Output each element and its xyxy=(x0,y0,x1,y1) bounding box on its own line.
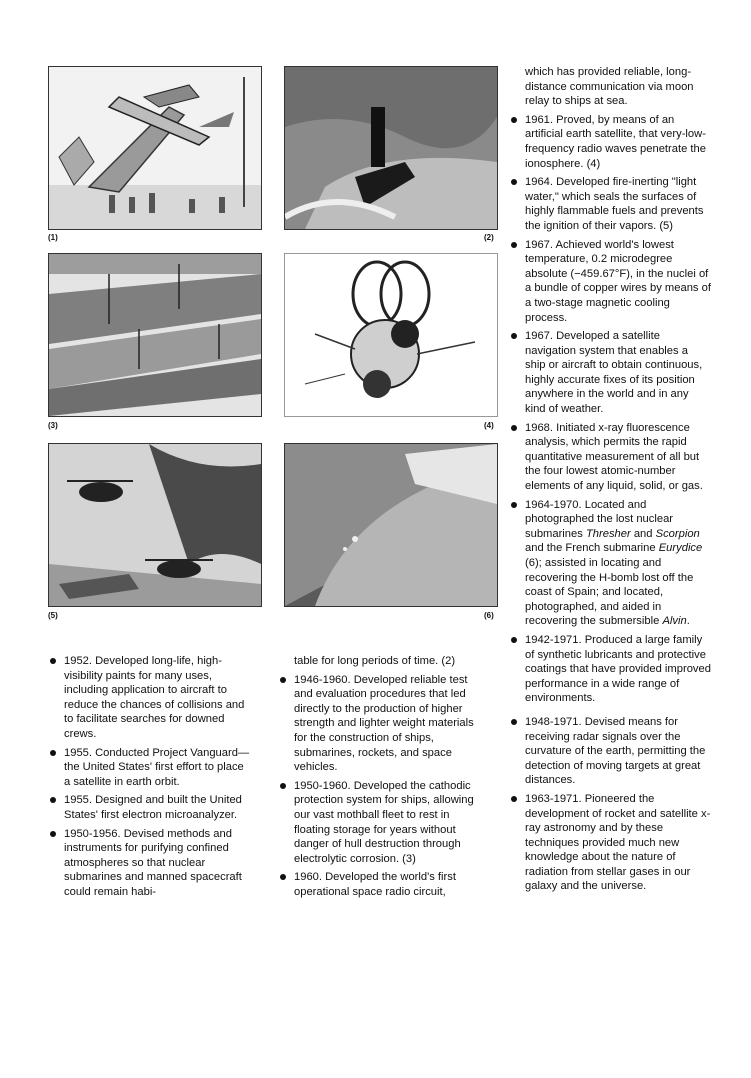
bullet-icon xyxy=(280,874,286,880)
list-item: 1967. Achieved world's lowest temperature, 0.2 microdegree absolute (−459.67°F), in the nuclei of a bundle of copper wires by means of a two-stage magnetic cooling process. xyxy=(511,238,711,326)
list-item: 1950-1956. Devised methods and instruments for purifying confined atmospheres so that nuclear submarines and manned spacecraft could remain habi- xyxy=(50,827,250,900)
figure-caption-2: (2) xyxy=(484,233,494,242)
text-column-middle xyxy=(280,654,480,900)
submarine-name: Eurydice xyxy=(658,542,703,555)
continuation-text: table for long periods of time. (2) xyxy=(294,655,456,667)
figure-caption-3: (3) xyxy=(48,421,58,430)
bullet-icon xyxy=(280,677,286,683)
list-item: 1964. Developed fire-inerting "light water," which seals the surfaces of highly flammable fuels and prevents the ignition of their vapors. (5) xyxy=(511,175,711,233)
text-column-left xyxy=(50,654,250,900)
list-item: 1967. Developed a satellite navigation system that enables a ship or aircraft to obtain continuous, highly accurate fixes of its position anywhere in the world and in any kind of weather. xyxy=(511,329,711,417)
submarine-name: Scorpion xyxy=(655,527,700,540)
bullet-icon xyxy=(511,425,517,431)
list-item: 1942-1971. Produced a large family of synthetic lubricants and protective coatings that have provided improved performance in a wide range of environments. xyxy=(511,633,711,706)
list-item: 1968. Initiated x-ray fluorescence analysis, which permits the rapid quantitative measurement of all but the four lowest atomic-number elements of any liquid, solid, or gas. xyxy=(511,421,711,494)
figure-caption-5: (5) xyxy=(48,611,58,620)
bullet-icon xyxy=(511,179,517,185)
list-item: 1946-1960. Developed reliable test and evaluation procedures that led directly to the production of higher strength and lighter weight materials for the construction of ships, submarines, rockets, and space vehicles. xyxy=(280,673,480,775)
photo-helicopter-rescue xyxy=(48,443,262,607)
bullet-icon xyxy=(50,831,56,837)
bullet-icon xyxy=(50,750,56,756)
aircraft-on-launcher-photo-icon xyxy=(49,67,261,229)
list-item: 1961. Proved, by means of an artificial earth satellite, that very-low-frequency radio waves penetrate the ionosphere. (4) xyxy=(511,113,711,171)
photo-aircraft-on-launcher xyxy=(48,66,262,230)
submarine-surfacing-photo-icon xyxy=(285,67,497,229)
continuation-text: which has provided reliable, long-distance communication via moon relay to ships at sea. xyxy=(525,66,694,108)
bullet-icon xyxy=(511,117,517,123)
submarine-name: Thresher xyxy=(585,527,631,540)
bullet-icon xyxy=(280,783,286,789)
list-item: 1955. Conducted Project Vanguard—the United States' first effort to place a satellite in earth orbit. xyxy=(50,746,250,790)
photo-submersible-underwater xyxy=(284,443,498,607)
bullet-icon xyxy=(511,242,517,248)
ships-in-harbor-photo-icon xyxy=(49,254,261,416)
bullet-icon xyxy=(511,719,517,725)
submersible-name: Alvin xyxy=(662,615,687,628)
list-item: 1955. Designed and built the United States' first electron microanalyzer. xyxy=(50,793,250,822)
list-item: 1948-1971. Devised means for receiving radar signals over the curvature of the earth, permitting the detection of moving targets at great distances. xyxy=(511,715,711,788)
photo-ships-in-harbor xyxy=(48,253,262,417)
bullet-icon xyxy=(511,796,517,802)
bullet-icon xyxy=(50,658,56,664)
list-item: 1952. Developed long-life, high-visibility paints for many uses, including application to aircraft to reduce the chances of collisions and to facilitate searches for downed crews. xyxy=(50,654,250,742)
helicopter-rescue-photo-icon xyxy=(49,444,261,606)
list-item: 1964-1970. Located and photographed the lost nuclear submarines Thresher and Scorpion and the French submarine Eurydice (6); assisted in locating and recovering the H-bomb lost off the coast of Spain; and located, photographed, and aided in recovering the submersible Alvin. xyxy=(511,498,711,629)
bullet-icon xyxy=(511,333,517,339)
list-item: 1963-1971. Pioneered the development of rocket and satellite x-ray astronomy and by these techniques provided much new knowledge about the nature of radiation from stellar gases in our galaxy and the universe. xyxy=(511,792,711,894)
figure-caption-4: (4) xyxy=(484,421,494,430)
bullet-icon xyxy=(50,797,56,803)
text-column-right xyxy=(511,65,711,894)
submersible-underwater-photo-icon xyxy=(285,444,497,606)
bullet-icon xyxy=(511,637,517,643)
figure-caption-6: (6) xyxy=(484,611,494,620)
list-item: 1960. Developed the world's first operational space radio circuit, xyxy=(280,870,480,899)
photo-submarine-surfacing xyxy=(284,66,498,230)
bullet-icon xyxy=(511,502,517,508)
list-item: 1950-1960. Developed the cathodic protection system for ships, allowing our vast mothball fleet to rest in floating storage for years without danger of hull destruction through electrolytic corrosion. (3) xyxy=(280,779,480,867)
satellite-photo-icon xyxy=(285,254,497,416)
figure-caption-1: (1) xyxy=(48,233,58,242)
photo-satellite xyxy=(284,253,498,417)
